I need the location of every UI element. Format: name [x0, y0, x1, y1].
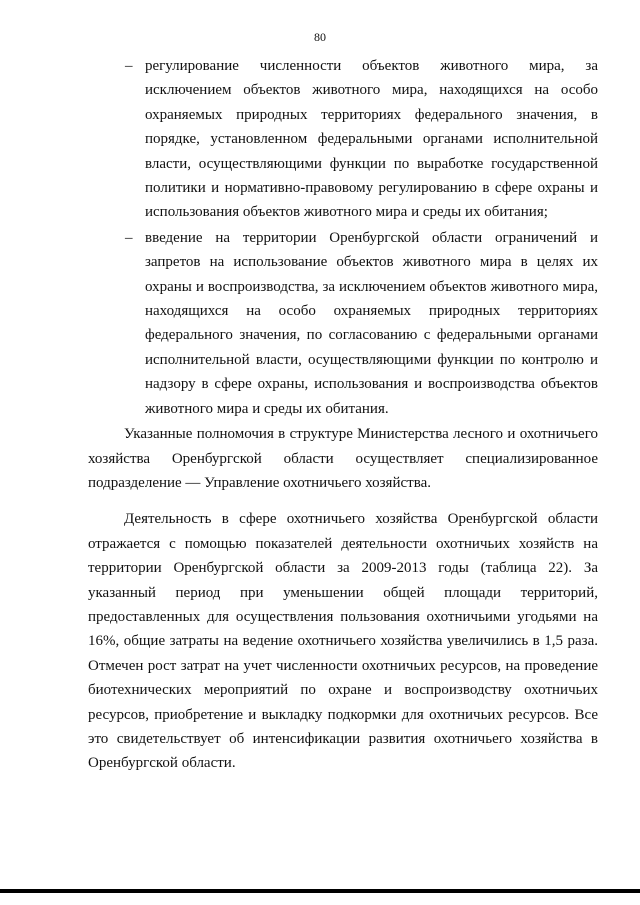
paragraph: Деятельность в сфере охотничьего хозяйства Оренбургской области отражается с помощью показателей деятельности охотничьих хозяйств на территории Оренбургской области за 2009-2013 годы (таблица 22). За указанный период при уменьшении общей площади территорий, предоставленных для осуществления пользования охотничьими угодьями на 16%, общие затраты на ведение охотничьего хозяйства увеличились в 1,5 раза. Отмечен рост затрат на учет численности охотничьих ресурсов, на проведение биотехнических мероприятий по охране и воспроизводству охотничьих ресурсов, приобретение и выкладку подкормки для охотничьих ресурсов. Все это свидетельствует об интенсификации развития охотничьего хозяйства в Оренбургской области.	[88, 511, 598, 772]
bottom-rule	[0, 889, 640, 893]
list-item-text: регулирование численности объектов животного мира, за исключением объектов животного мира, находящихся на особо охраняемых природных территориях федерального значения, в порядке, установленном федеральными органами исполнительной власти, осуществляющими функции по выработке государственной политики и нормативно-правовому регулированию в сфере охраны и использования объектов животного мира и среды их обитания;	[145, 58, 598, 221]
list-item-text: введение на территории Оренбургской области ограничений и запретов на использование объектов животного мира в целях их охраны и воспроизводства, за исключением объектов животного мира, находящихся на особо охраняемых природных территориях федерального значения, по согласованию с федеральными органами исполнительной власти, осуществляющими функции по контролю и надзору в сфере охраны, использования и воспроизводства объектов животного мира и среды их обитания.	[145, 229, 598, 417]
dash-bullet: –	[125, 229, 133, 246]
paragraph: Указанные полномочия в структуре Министерства лесного и охотничьего хозяйства Оренбургской области осуществляет специализированное подразделение — Управление охотничьего хозяйства.	[88, 426, 598, 491]
list-item	[88, 226, 598, 421]
dash-bullet: –	[125, 58, 133, 74]
list-item	[88, 54, 598, 225]
document-body	[88, 54, 598, 776]
page-number: 80	[314, 30, 326, 44]
